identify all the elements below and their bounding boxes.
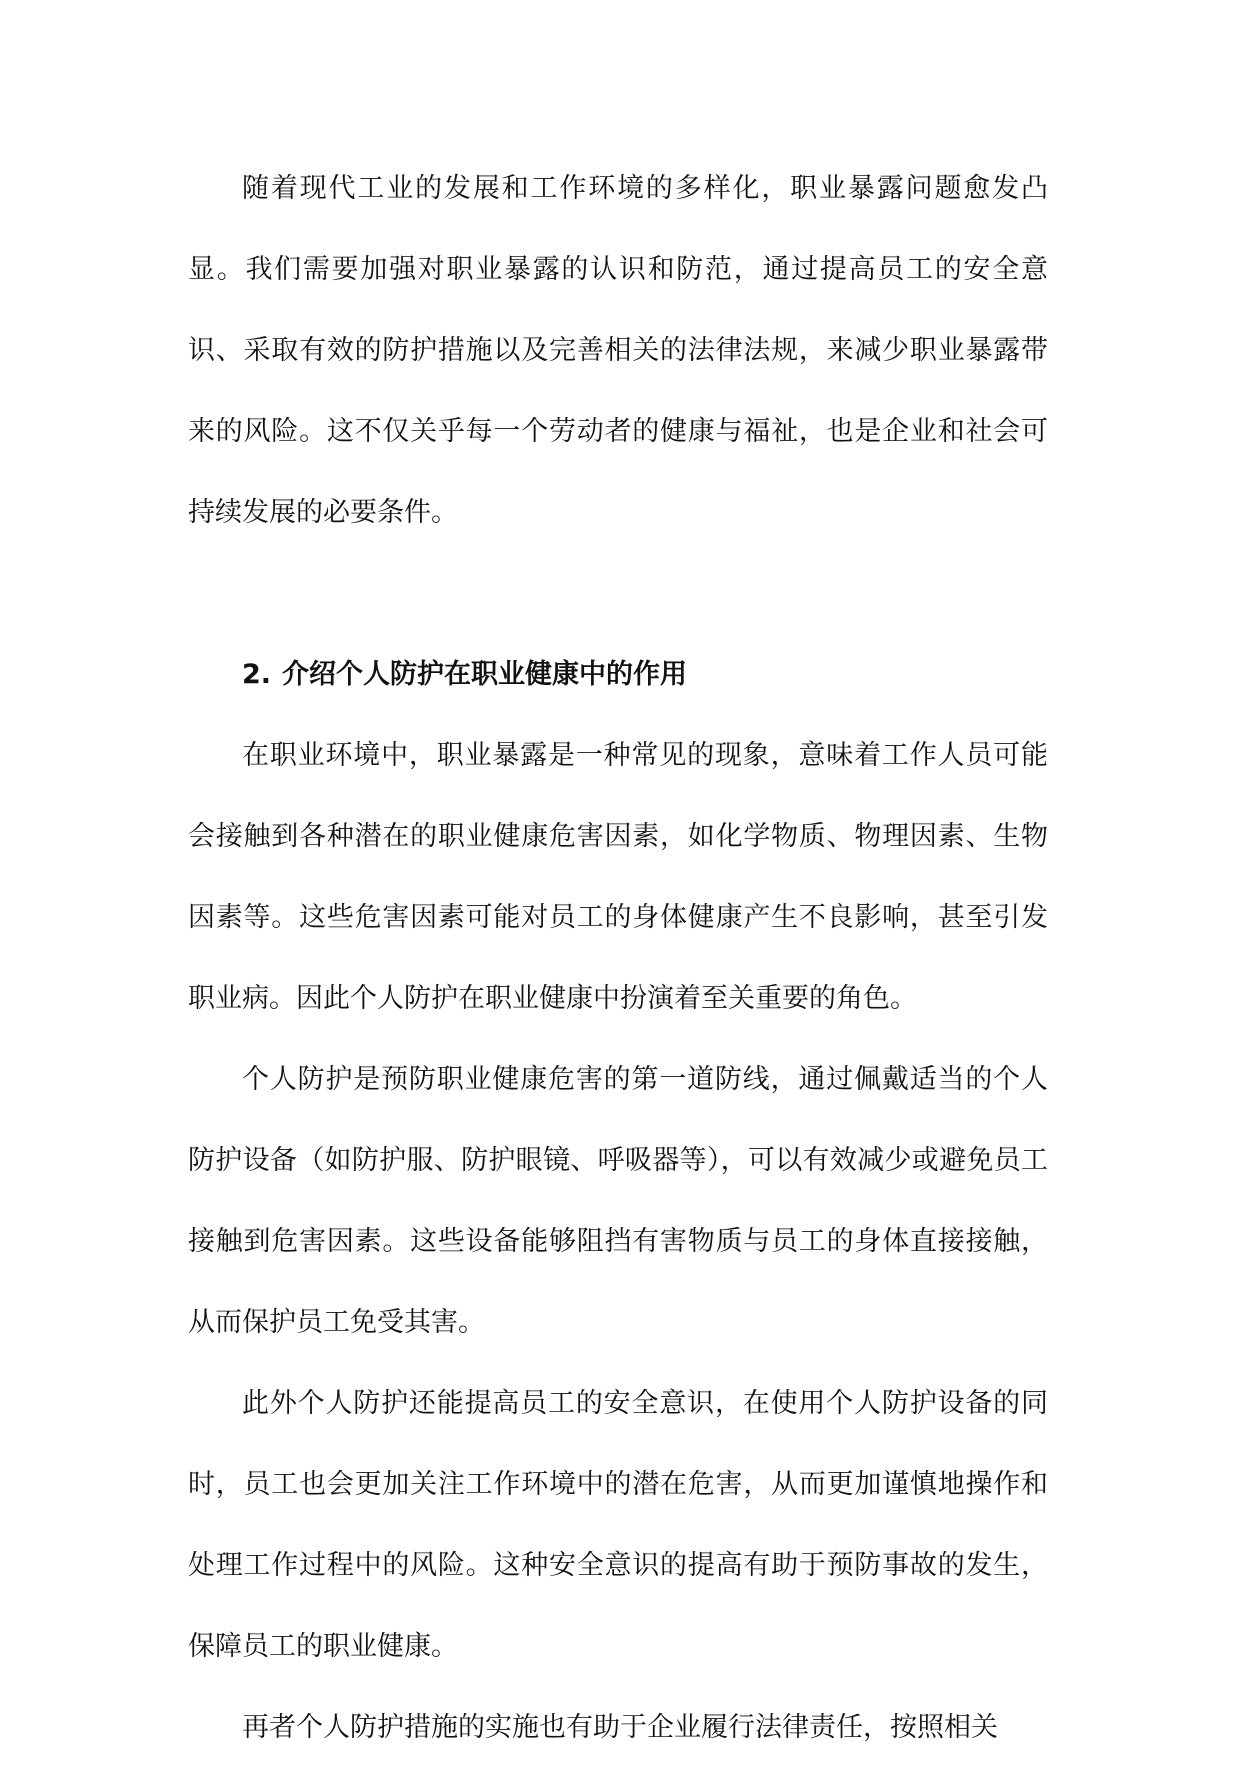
section-heading xyxy=(188,634,1048,715)
section-number: 2. xyxy=(242,659,272,690)
paragraph-intro-conclusion: 随着现代工业的发展和工作环境的多样化，职业暴露问题愈发凸显。我们需要加强对职业暴露的认识和防范，通过提高员工的安全意识、采取有效的防护措施以及完善相关的法律法规，来减少职业暴露带来的风险。这不仅关乎每一个劳动者的健康与福祉，也是企业和社会可持续发展的必要条件。 xyxy=(188,173,1048,528)
paragraph-occupational-exposure: 在职业环境中，职业暴露是一种常见的现象，意味着工作人员可能会接触到各种潜在的职业健康危害因素，如化学物质、物理因素、生物因素等。这些危害因素可能对员工的身体健康产生不良影响，甚至引发职业病。因此个人防护在职业健康中扮演着至关重要的角色。 xyxy=(188,740,1048,1014)
paragraph-first-defense: 个人防护是预防职业健康危害的第一道防线，通过佩戴适当的个人防护设备（如防护服、防护眼镜、呼吸器等），可以有效减少或避免员工接触到危害因素。这些设备能够阻挡有害物质与员工的身体直接接触，从而保护员工免受其害。 xyxy=(188,1064,1048,1338)
paragraph-legal-responsibility: 再者个人防护措施的实施也有助于企业履行法律责任，按照相关 xyxy=(242,1712,998,1743)
paragraph-safety-awareness: 此外个人防护还能提高员工的安全意识，在使用个人防护设备的同时，员工也会更加关注工作环境中的潜在危害，从而更加谨慎地操作和处理工作过程中的风险。这种安全意识的提高有助于预防事故的发生，保障员工的职业健康。 xyxy=(188,1388,1048,1662)
section-title: 介绍个人防护在职业健康中的作用 xyxy=(282,659,687,690)
document-body xyxy=(188,148,1048,1768)
